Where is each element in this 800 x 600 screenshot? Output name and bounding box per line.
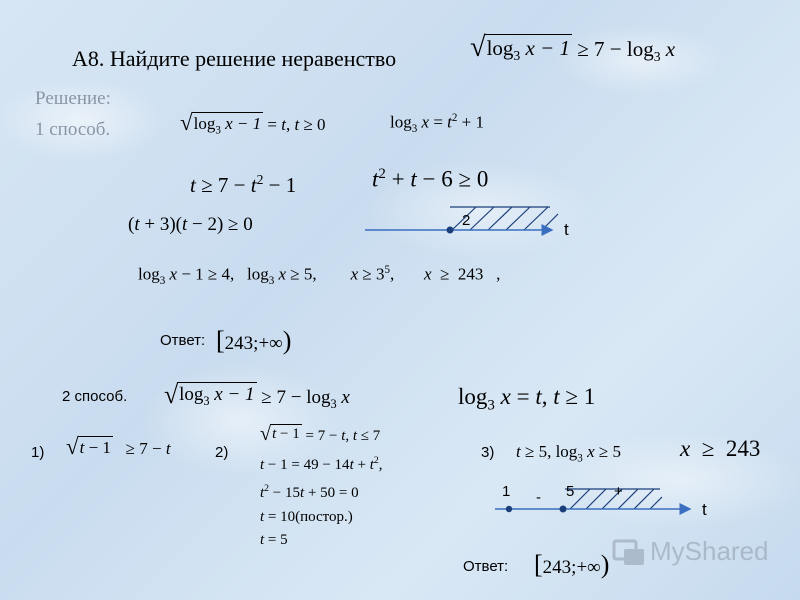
answer1-interval: [243;+∞) xyxy=(216,326,292,355)
axis2-plus-sign: + xyxy=(614,483,623,500)
answer2-interval: [243;+∞) xyxy=(534,550,610,579)
watermark xyxy=(612,536,769,567)
method2-inequality: √ $\log_3 x - 1$ ≥ $7 - \log_3 x$ xyxy=(164,380,350,411)
axis2-var-label: t xyxy=(702,500,707,519)
substitution-eq: √ $\log_3 x - 1$ = t, t ≥ 0 xyxy=(180,110,326,137)
axis1-point-label: 2 xyxy=(462,212,471,229)
log-solution-chain: $\log_3 x - 1 \ge 4$, $\log_3 x \ge 5$, $x \ge 3^5$, x ≥ 243 , xyxy=(138,264,501,288)
method2-substitution: $\log_3 x = t$, t ≥ 1 xyxy=(458,384,596,414)
solution-heading: Решение: xyxy=(35,88,111,109)
t-inequality: $t \ge 7 - t^2 - 1$ xyxy=(190,172,297,197)
step2-label: 2) xyxy=(215,444,229,461)
watermark-text: MyShared xyxy=(650,536,769,566)
axis2-minus-sign: - xyxy=(536,489,541,506)
factored-inequality: (t + 3)(t − 2) ≥ 0 xyxy=(128,214,253,235)
axis2-point1-label: 1 xyxy=(502,483,511,500)
step3-label: 3) xyxy=(481,444,495,461)
step1-label: 1) xyxy=(31,444,45,461)
axis1-var-label: t xyxy=(564,220,569,239)
point-5-dot xyxy=(560,506,567,513)
step3-result: x ≥ 243 xyxy=(680,436,761,461)
step3-condition: t ≥ 5, $\log_3 x \ge 5$ xyxy=(516,442,621,465)
log-expression: $\log_3 x = t^2 + 1$ xyxy=(390,112,485,136)
problem-title-text: А8. Найдите решение неравенство xyxy=(72,46,397,71)
point-2-dot xyxy=(447,227,454,234)
axis2-point5-label: 5 xyxy=(566,483,575,500)
method1-heading: 1 способ. xyxy=(35,119,111,140)
quadratic-inequality: $t^2 + t - 6 \ge 0$ xyxy=(372,166,489,192)
problem-title xyxy=(72,46,396,72)
step2-system: √ t − 1 = 7 − t, t ≤ 7 $t - 1 = 49 - 14t + t^2$, $t^2 - 15t + 50 = 0$ t = 10(постор.) t = 5 xyxy=(260,423,383,548)
method2-heading: 2 способ. xyxy=(62,388,128,405)
point-1-dot xyxy=(506,506,512,512)
answer1-label: Ответ: xyxy=(160,332,206,349)
step1-inequality: √ t − 1 ≥ 7 − t xyxy=(66,434,171,459)
watermark-logo-icon xyxy=(612,537,646,567)
main-inequality: √ $\log_3 x - 1$ ≥ $7 - \log_3 x$ xyxy=(470,32,676,65)
number-line-1 xyxy=(360,200,590,250)
answer2-label: Ответ: xyxy=(463,558,509,575)
